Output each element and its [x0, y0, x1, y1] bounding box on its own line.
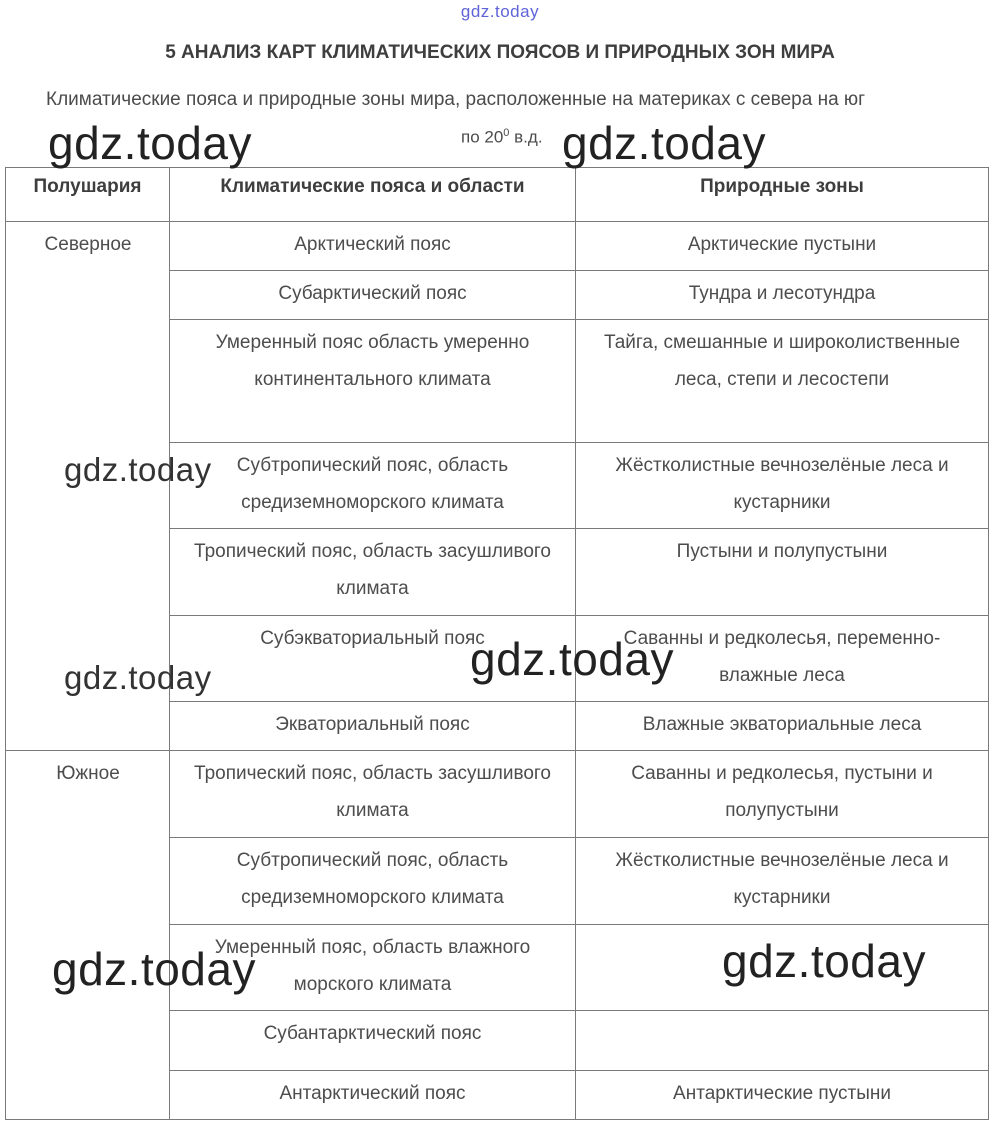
natural-zone-cell: Пустыни и полупустыни [576, 529, 989, 616]
hemisphere-north: Северное [6, 222, 170, 751]
climate-belt-cell: Субарктический пояс [170, 271, 576, 320]
watermark-overlay: gdz.today [64, 659, 212, 696]
header-hemisphere: Полушария [6, 168, 170, 222]
watermark-overlay: gdz.today [470, 633, 674, 685]
table-header-row [6, 168, 989, 222]
header-natural-zones: Природные зоны [576, 168, 989, 222]
natural-zone-cell: Саванны и редколесья, переменно-влажные леса [576, 616, 989, 702]
subtitle-prefix: по 20 [461, 127, 504, 147]
page-title: 5 АНАЛИЗ КАРТ КЛИМАТИЧЕСКИХ ПОЯСОВ И ПРИРОДНЫХ ЗОН МИРА [165, 42, 835, 63]
hemisphere-south: Южное [6, 751, 170, 1120]
climate-belt-cell: Антарктический пояс [170, 1071, 576, 1120]
climate-belt-cell: Умеренный пояс, область влажного морского климата [170, 925, 576, 1011]
climate-belt-cell: Умеренный пояс область умеренно континентального климата [170, 320, 576, 443]
table-row [6, 222, 989, 271]
natural-zone-cell: Жёстколистные вечнозелёные леса и кустарники [576, 443, 989, 529]
natural-zone-cell: Жёстколистные вечнозелёные леса и кустарники [576, 838, 989, 925]
natural-zone-cell [576, 1011, 989, 1071]
watermark-overlay: gdz.today [52, 943, 256, 995]
climate-belt-cell: Тропический пояс, область засушливого климата [170, 751, 576, 838]
climate-belt-cell: Экваториальный пояс [170, 702, 576, 751]
climate-belt-cell: Субтропический пояс, область средиземноморского климата [170, 838, 576, 925]
table-row [6, 751, 989, 838]
climate-zones-table [5, 167, 989, 1120]
natural-zone-cell [576, 925, 989, 1011]
top-watermark: gdz.today [460, 2, 540, 21]
climate-belt-cell: Арктический пояс [170, 222, 576, 271]
natural-zone-cell: Влажные экваториальные леса [576, 702, 989, 751]
natural-zone-cell: Тайга, смешанные и широколиственные леса, степи и лесостепи [576, 320, 989, 443]
subtitle-suffix: в.д. [509, 127, 543, 147]
climate-belt-cell: Субтропический пояс, область средиземноморского климата [170, 443, 576, 529]
subtitle-line-1: Климатические пояса и природные зоны мира, расположенные на материках с севера на юг [46, 89, 866, 110]
watermark-overlay: gdz.today [64, 451, 212, 488]
natural-zone-cell: Саванны и редколесья, пустыни и полупустыни [576, 751, 989, 838]
climate-belt-cell: Тропический пояс, область засушливого климата [170, 529, 576, 616]
subtitle-line-2 [461, 127, 543, 148]
natural-zone-cell: Арктические пустыни [576, 222, 989, 271]
climate-belt-cell: Субэкваториальный пояс [170, 616, 576, 702]
watermark-overlay: gdz.today [48, 117, 252, 169]
climate-belt-cell: Субантарктический пояс [170, 1011, 576, 1071]
natural-zone-cell: Антарктические пустыни [576, 1071, 989, 1120]
watermark-overlay: gdz.today [562, 117, 766, 169]
header-climate-belts: Климатические пояса и области [170, 168, 576, 222]
watermark-overlay: gdz.today [722, 935, 926, 987]
degree-superscript: 0 [503, 127, 510, 139]
natural-zone-cell: Тундра и лесотундра [576, 271, 989, 320]
